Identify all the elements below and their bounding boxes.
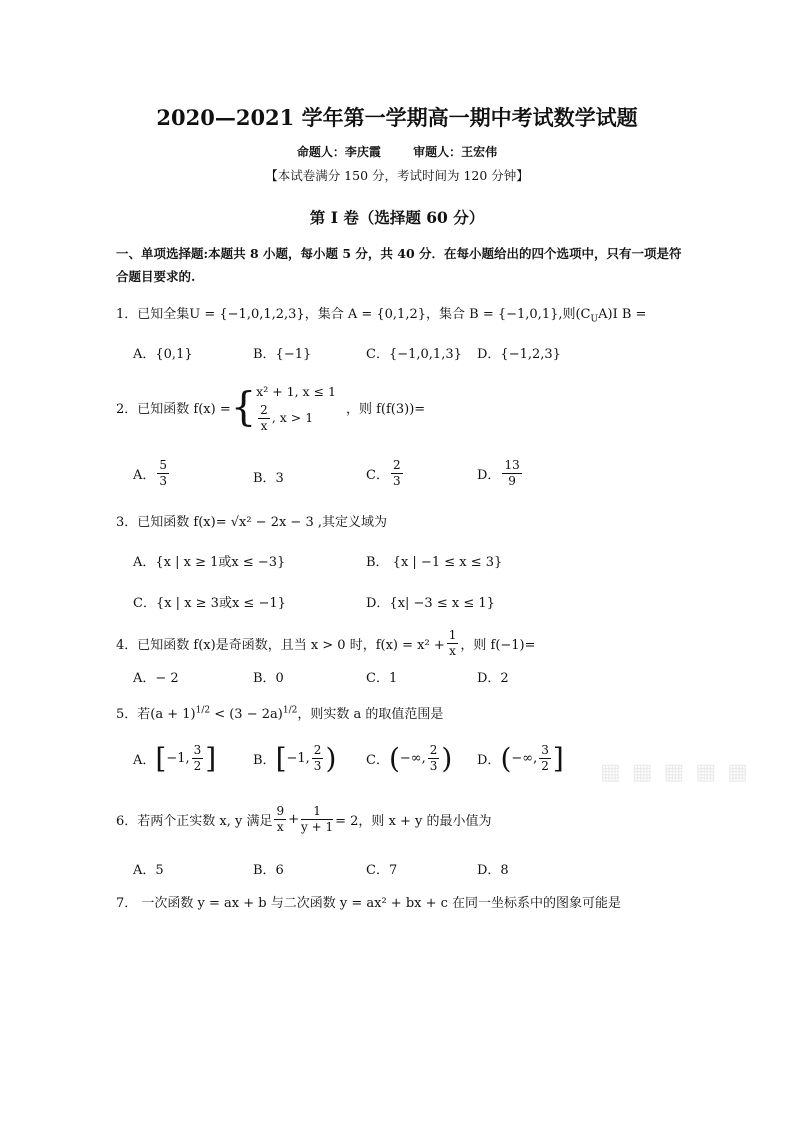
q2-d-num: 13 xyxy=(504,458,520,472)
question-4 xyxy=(116,628,536,659)
q5-option-d xyxy=(477,742,564,775)
q5-d-den: 2 xyxy=(541,759,549,773)
q5-b-num: 2 xyxy=(313,743,322,757)
section-heading: 第 I 卷（选择题 60 分） xyxy=(309,208,485,227)
q2-option-a-label: A． xyxy=(133,468,156,483)
question-1-tail: A)I B = xyxy=(598,307,647,322)
q4-option-c: C．1 xyxy=(366,671,398,686)
q3-option-d: D．{x| −3 ≤ x ≤ 1} xyxy=(366,596,495,611)
q5-a-open: [ xyxy=(155,742,167,775)
q2-option-b: B．3 xyxy=(253,471,284,486)
q5-c-open: ( xyxy=(388,742,400,775)
author-name: 命题人：李庆霞 xyxy=(296,145,381,159)
question-3: 3．已知函数 f(x)= √x² − 2x − 3 ,其定义域为 xyxy=(116,515,387,530)
question-4-stem: 4．已知函数 f(x)是奇函数，且当 x > 0 时，f(x) = x² + xyxy=(116,638,445,653)
watermark-logo: ▦ ▦ ▦ ▦ ▦ xyxy=(600,760,750,785)
q5-c-label: C． xyxy=(366,753,389,768)
q2-option-d-frac xyxy=(502,458,521,489)
q5-b-label: B． xyxy=(253,753,276,768)
q5-b-pre: −1, xyxy=(286,751,310,766)
q1-option-c: C．{−1,0,1,3} xyxy=(366,347,462,362)
q2-c-den: 3 xyxy=(392,474,401,488)
question-6-tail: = 2，则 x + y 的最小值为 xyxy=(335,814,492,829)
q6-option-b: B．6 xyxy=(253,863,284,878)
q5-d-label: D． xyxy=(477,753,501,768)
question-6 xyxy=(116,804,492,835)
q6-option-a: A．5 xyxy=(133,863,164,878)
q6-frac-1 xyxy=(274,804,286,835)
q2-option-c-frac xyxy=(391,458,403,489)
q6-f1-den: x xyxy=(276,820,284,834)
q2-c-num: 2 xyxy=(392,458,401,472)
q3-option-c: C．{x | x ≥ 3或x ≤ −1} xyxy=(133,596,286,611)
question-5-mid: < (3 − 2a) xyxy=(210,707,283,722)
question-7: 7． 一次函数 y = ax + b 与二次函数 y = ax² + bx + c 在同一坐标系中的图象可能是 xyxy=(116,896,622,911)
q1-option-a: A．{0,1} xyxy=(133,347,193,362)
question-2-stem: 2．已知函数 f(x) = xyxy=(116,402,231,417)
q2-d-den: 9 xyxy=(508,474,516,488)
q6-option-c: C．7 xyxy=(366,863,398,878)
piece-fraction xyxy=(258,403,270,434)
question-1-sub: U xyxy=(590,314,599,325)
q5-b-frac xyxy=(312,743,324,774)
q6-f2-den: y + 1 xyxy=(301,820,334,834)
q5-a-num: 3 xyxy=(193,743,202,757)
q5-c-num: 2 xyxy=(429,743,438,757)
q4-frac-num: 1 xyxy=(448,628,457,642)
q5-a-den: 2 xyxy=(193,759,202,773)
q1-option-d: D．{−1,2,3} xyxy=(477,347,561,362)
piecewise-brace: { xyxy=(230,384,257,431)
q5-c-close: ) xyxy=(441,742,453,775)
question-5-stem: 5．若(a + 1) xyxy=(116,707,196,722)
reviewer-name: 审题人：王宏伟 xyxy=(413,145,498,159)
question-1-stem: 1．已知全集U = {−1,0,1,2,3}，集合 A = {0,1,2}，集合 B = {−1,0,1},则(C xyxy=(116,307,591,322)
question-2-tail: ，则 f(f(3))= xyxy=(345,402,426,417)
exam-note: 【本试卷满分 150 分，考试时间为 120 分钟】 xyxy=(265,168,529,183)
q5-a-pre: −1, xyxy=(166,751,190,766)
q5-b-den: 3 xyxy=(313,759,322,773)
q2-option-a-frac xyxy=(157,458,169,489)
q5-d-pre: −∞, xyxy=(511,751,538,766)
piece-frac-num: 2 xyxy=(260,403,268,417)
q3-option-a: A．{x | x ≥ 1或x ≤ −3} xyxy=(133,555,286,570)
q2-a-num: 5 xyxy=(159,458,168,472)
q2-option-a xyxy=(133,458,171,489)
q3-option-b: B． {x | −1 ≤ x ≤ 3} xyxy=(366,555,503,570)
q5-exponent-1: 1/2 xyxy=(195,705,211,716)
q2-option-c xyxy=(366,458,405,489)
q5-d-num: 3 xyxy=(541,743,549,757)
q6-f2-num: 1 xyxy=(301,804,333,820)
q5-option-c xyxy=(366,742,452,775)
q5-d-open: ( xyxy=(500,742,512,775)
question-6-stem: 6．若两个正实数 x, y 满足 xyxy=(116,814,273,829)
q5-c-den: 3 xyxy=(429,759,438,773)
q5-d-close: ] xyxy=(552,742,564,775)
exam-title: 2020—2021 学年第一学期高一期中考试数学试题 xyxy=(156,105,638,130)
q6-plus: + xyxy=(288,812,300,827)
q4-frac-den: x xyxy=(449,644,456,658)
q1-option-b: B．{−1} xyxy=(253,347,312,362)
q5-a-frac xyxy=(192,743,204,774)
question-4-tail: ，则 f(−1)= xyxy=(460,638,536,653)
piece-frac-den: x xyxy=(260,419,268,433)
q6-f1-num: 9 xyxy=(276,804,285,818)
piece-case-2-cond: , x > 1 xyxy=(271,410,314,425)
q2-a-den: 3 xyxy=(159,474,168,488)
q6-frac-2 xyxy=(301,804,333,835)
q5-a-close: ] xyxy=(205,742,217,775)
q5-b-open: [ xyxy=(275,742,287,775)
q5-b-close: ) xyxy=(325,742,337,775)
question-2 xyxy=(116,381,425,434)
q5-a-label: A． xyxy=(133,753,156,768)
q5-d-frac xyxy=(539,743,551,774)
q5-c-pre: −∞, xyxy=(399,751,426,766)
instructions: 一、单项选择题:本题共 8 小题，每小题 5 分，共 40 分．在每小题给出的四个选项中，只有一项是符合题目要求的. xyxy=(116,246,682,284)
q4-option-b: B．0 xyxy=(253,671,284,686)
q5-c-frac xyxy=(428,743,440,774)
piecewise-cases xyxy=(256,381,336,434)
q5-option-a xyxy=(133,742,216,775)
q5-exponent-2: 1/2 xyxy=(282,705,298,716)
author-line xyxy=(0,143,794,160)
piece-case-2 xyxy=(256,403,336,434)
q6-option-d: D．8 xyxy=(477,863,509,878)
question-5 xyxy=(116,703,443,722)
q4-option-d: D．2 xyxy=(477,671,509,686)
question-4-frac xyxy=(447,628,459,659)
q2-option-d-label: D． xyxy=(477,468,501,483)
question-1 xyxy=(116,303,646,325)
question-5-tail: ，则实数 a 的取值范围是 xyxy=(297,707,444,722)
q2-option-d xyxy=(477,458,524,489)
q4-option-a: A．− 2 xyxy=(133,671,179,686)
q2-option-c-label: C． xyxy=(366,468,389,483)
piece-case-1: x² + 1, x ≤ 1 xyxy=(256,384,336,399)
q5-option-b xyxy=(253,742,336,775)
